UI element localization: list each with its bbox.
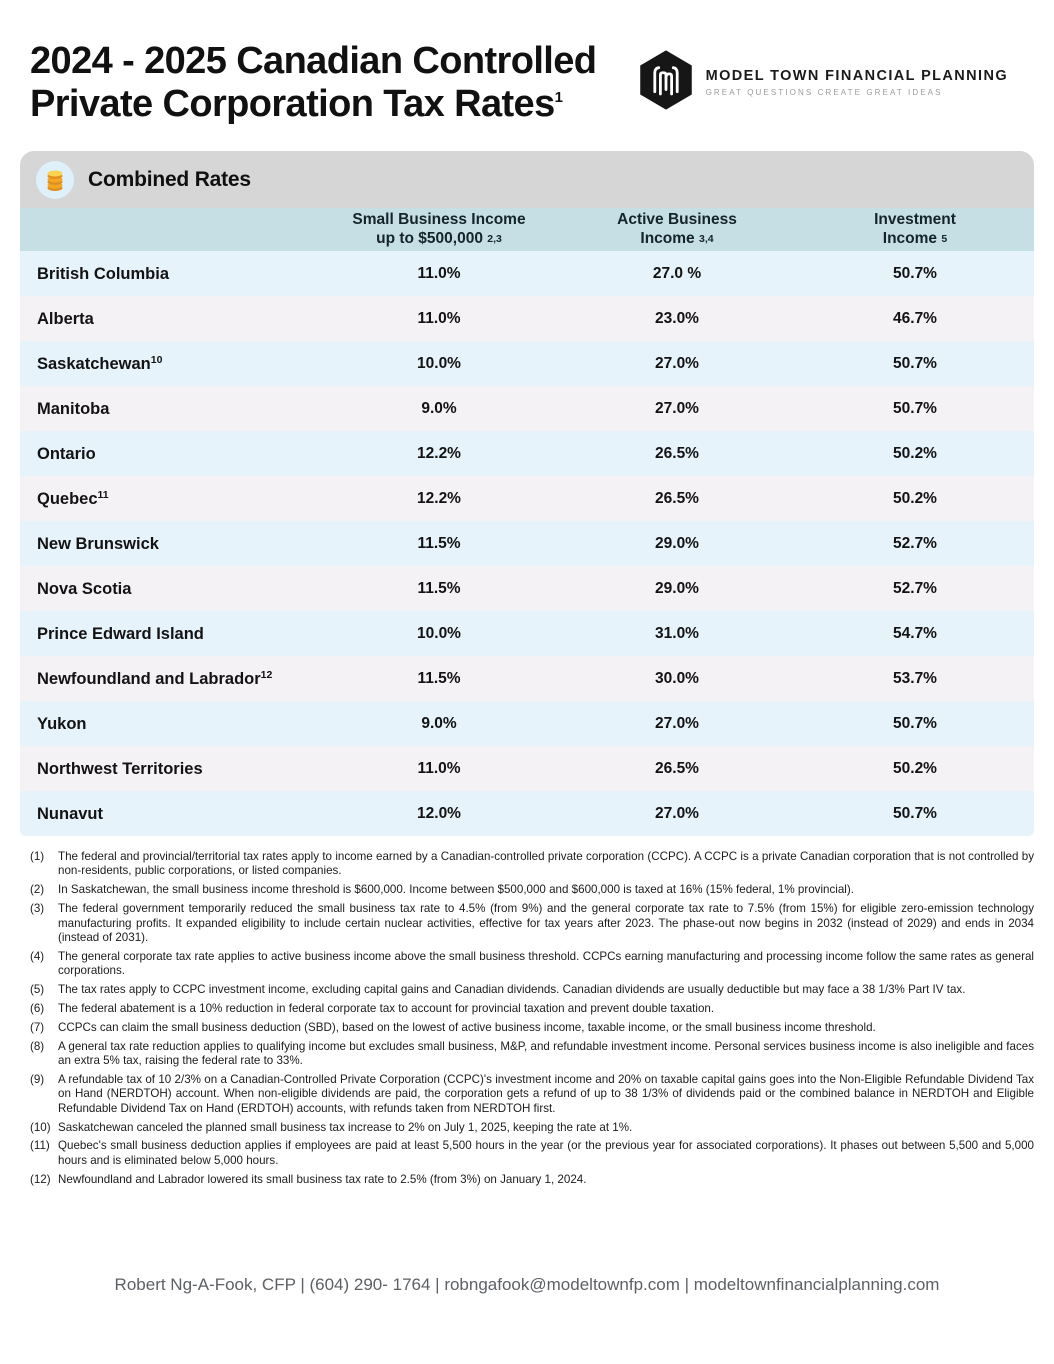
small-business-rate: 10.0% [417,624,461,642]
small-business-rate: 11.0% [417,309,461,327]
footnote [30,1173,1034,1187]
active-business-rate: 30.0% [655,669,699,687]
footnote-number: (4) [30,949,45,963]
combined-rates-panel [20,151,1034,836]
small-business-rate: 10.0% [417,354,461,372]
page-title-line1: 2024 - 2025 Canadian Controlled [30,40,597,82]
region-name: Saskatchewan$^{10}$ [37,353,163,373]
section-title: Combined Rates [88,167,251,191]
column-footnote-ref: 5 [941,232,948,245]
region-name: Alberta [37,309,94,328]
footnote-number: (3) [30,902,45,916]
region-name: Northwest Territories [37,759,203,778]
small-business-rate: 12.2% [417,489,461,507]
contact-footer: Robert Ng-A-Fook, CFP | (604) 290- 1764 | robngafook@modeltownfp.com | modeltownfinancialplanning.com [114,1275,940,1295]
investment-rate: 50.7% [893,714,937,732]
small-business-rate: 11.5% [417,534,461,552]
column-footnote-ref: 2,3 [487,232,502,245]
region-name: Yukon [37,714,87,733]
model-town-logo-icon [638,49,694,116]
logo-text [706,68,1008,97]
investment-rate: 50.2% [893,489,937,507]
logo-company-name: MODEL TOWN FINANCIAL PLANNING [705,68,1008,85]
active-business-rate: 27.0% [655,714,699,732]
small-business-rate: 11.5% [417,669,461,687]
column-footnote-ref: 3,4 [698,232,714,245]
footnote-number: (11) [30,1139,50,1153]
active-business-rate: 29.0% [655,579,699,597]
footnote [30,902,1034,945]
footnote-text: The federal government temporarily reduced the small business tax rate to 4.5% (from 9%) and the general corporate tax rate to 7.5% (from 15%) for eligible zero-emission technology manufacturing profits. It expanded eligibility to include certain nuclear activities, effective for tax years after 2023. The phase-out now begins in 2032 (instead of 2029) and ends in 2034 (instead of 2031). [58,902,1034,944]
footnote-text: Newfoundland and Labrador lowered its small business tax rate to 2.5% (from 3%) on January 1, 2024. [58,1172,587,1186]
footnote-number: (2) [30,883,45,897]
active-business-rate: 23.0% [655,309,699,327]
small-business-rate: 9.0% [421,714,457,732]
small-business-rate: 12.0% [417,804,461,822]
region-name: Ontario [37,444,96,463]
active-business-rate: 26.5% [655,489,699,507]
footnote-number: (8) [30,1039,45,1053]
footnote-text: A refundable tax of 10 2/3% on a Canadian-Controlled Private Corporation (CCPC)'s investment income and 20% on taxable capital gains goes into the Non-Eligible Refundable Dividend Tax on Hand (NERDTOH) account. When non-eligible dividends are paid, the corporation gets a refund of up to 38 1/3% of dividends paid or the combined balance in NERDTOH and Eligible Refundable Dividend Tax on Hand (ERDTOH) accounts, with refunds taken from NERDTOH first. [58,1072,1034,1115]
footnote [30,1139,1034,1168]
footnote-text: Saskatchewan canceled the planned small business tax increase to 2% on July 1, 2025, keeping the rate at 1%. [58,1120,633,1134]
footnote-number: (5) [30,983,45,997]
page-header [0,0,1054,125]
footnote-number: (10) [30,1120,51,1134]
table-row [20,791,1034,836]
footnote-number: (6) [30,1001,45,1015]
investment-rate: 50.2% [893,759,937,777]
active-business-rate: 26.5% [655,759,699,777]
footnote [30,983,1034,997]
footnote-number: (12) [30,1172,51,1186]
footnote-text: The federal and provincial/territorial tax rates apply to income earned by a Canadian-controlled private corporation (CCPC). A CCPC is a private Canadian corporation that is not controlled by non-residents, public corporations, or listed companies. [58,850,1034,878]
investment-rate: 46.7% [893,309,937,327]
table-row [20,746,1034,791]
region-footnote-ref: 10 [150,353,163,366]
footnote-text: The federal abatement is a 10% reduction in federal corporate tax to account for provincial taxation and prevent double taxation. [58,1001,715,1015]
region-name: Prince Edward Island [37,624,204,643]
footnote-number: (1) [30,850,45,864]
footnote-number: (7) [30,1020,45,1034]
active-business-rate: 31.0% [655,624,699,642]
small-business-rate: 11.0% [417,759,461,777]
region-name: Nova Scotia [37,579,132,598]
small-business-rate: 9.0% [421,399,457,417]
footnote [30,883,1034,897]
investment-rate: 50.7% [893,354,937,372]
small-business-rate: 11.5% [417,579,461,597]
footnote-number: (9) [30,1072,45,1086]
footnote-text: Quebec's small business deduction applies if employees are paid at least 5,500 hours in the year (or the previous year for associated corporations). It phases out between 5,500 and 5,000 hours and is eliminated below 5,000 hours. [58,1139,1034,1167]
footnote [30,1002,1034,1016]
investment-rate: 50.7% [893,264,937,282]
region-name: Quebec$^{11}$ [37,488,109,508]
active-business-rate: 27.0% [655,354,699,372]
active-business-rate: 27.0 % [652,264,702,282]
region-name: Manitoba [37,399,110,418]
footnote [30,950,1034,979]
footnote-text: CCPCs can claim the small business deduction (SBD), based on the lowest of active business income, taxable income, or the small business income threshold. [58,1020,876,1034]
column-investment-income: Investment Income 5 [874,211,956,247]
active-business-rate: 27.0% [655,399,699,417]
logo-tagline: GREAT QUESTIONS CREATE GREAT IDEAS [705,88,943,98]
footnote-text: A general tax rate reduction applies to qualifying income but excludes small business, M&P, and refundable investment income. Personal services business income is also ineligible and faces an extra 5% tax, raising the federal rate to 33%. [58,1039,1034,1068]
footnote [30,850,1034,879]
table-row [20,296,1034,341]
region-name: Newfoundland and Labrador$^{12}$ [37,668,273,688]
table-row [20,611,1034,656]
region-name: New Brunswick [37,534,159,553]
investment-rate: 50.7% [893,399,937,417]
table-row [20,566,1034,611]
investment-rate: 50.2% [893,444,937,462]
page-title [30,40,596,125]
region-footnote-ref: 12 [260,668,273,681]
footnote [30,1021,1034,1035]
footnote-text: In Saskatchewan, the small business income threshold is $600,000. Income between $500,000 and $600,000 is taxed at 16% (15% federal, 1% provincial). [58,883,854,897]
investment-rate: 50.7% [893,804,937,822]
footnote [30,1040,1034,1069]
column-active-business-income: Active Business Income 3,4 [617,211,737,247]
footnote [30,1073,1034,1116]
column-small-business-income: Small Business Income up to $500,000 2,3 [352,211,526,247]
table-column-header [20,208,1034,251]
title-footnote-ref: 1 [554,88,563,106]
active-business-rate: 27.0% [655,804,699,822]
region-footnote-ref: 11 [97,488,109,501]
combined-rates-header [20,151,1034,208]
footnote [30,1121,1034,1135]
small-business-rate: 12.2% [417,444,461,462]
table-row [20,656,1034,701]
investment-rate: 52.7% [893,579,937,597]
footnotes-section [30,850,1034,1187]
company-logo [638,49,1008,116]
table-row [20,386,1034,431]
region-name: British Columbia [37,264,170,283]
table-row [20,476,1034,521]
page-title-line2: Private Corporation Tax Rates [30,82,555,125]
table-row [20,341,1034,386]
small-business-rate: 11.0% [417,264,461,282]
table-row [20,701,1034,746]
table-row [20,431,1034,476]
active-business-rate: 26.5% [655,444,699,462]
footnote-text: The tax rates apply to CCPC investment income, excluding capital gains and Canadian dividends. Canadian dividends are usually deductible but may face a 38 1/3% Part IV tax. [58,983,966,997]
investment-rate: 53.7% [893,669,937,687]
investment-rate: 52.7% [893,534,937,552]
investment-rate: 54.7% [893,624,937,642]
table-row [20,521,1034,566]
coins-icon [36,161,74,199]
table-row [20,251,1034,296]
footnote-text: The general corporate tax rate applies to active business income above the small business threshold. CCPCs earning manufacturing and processing income follow the same rates as general corporations. [58,949,1034,978]
active-business-rate: 29.0% [655,534,699,552]
region-name: Nunavut [37,804,103,823]
